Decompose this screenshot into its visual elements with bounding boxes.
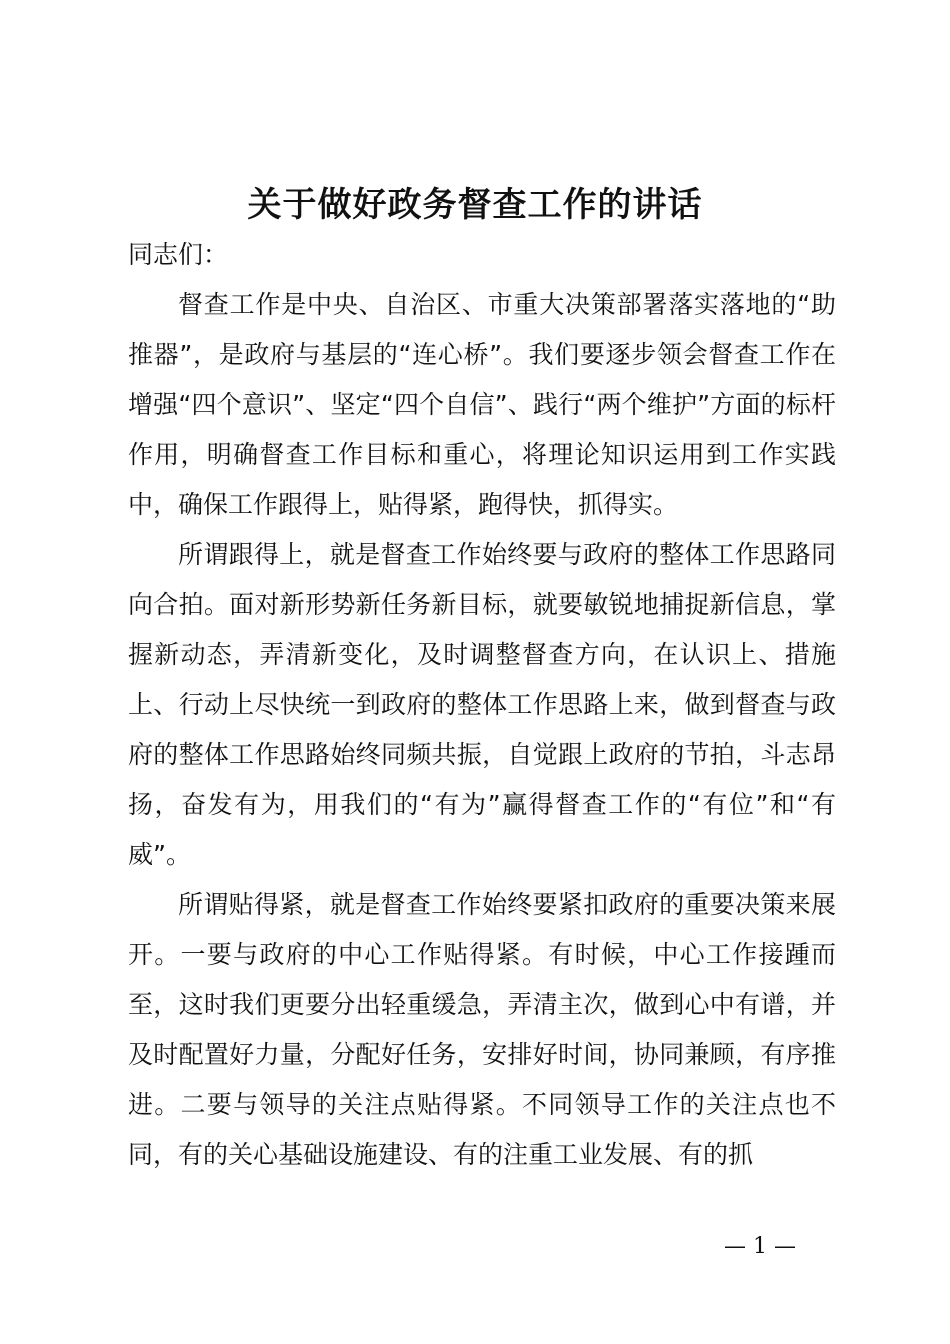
document-body (128, 230, 836, 1180)
page-number: — 1 — (724, 1234, 796, 1259)
paragraph-3: 所谓贴得紧，就是督查工作始终要紧扣政府的重要决策来展开。一要与政府的中心工作贴得紧。有时候，中心工作接踵而至，这时我们更要分出轻重缓急，弄清主次，做到心中有谱，并及时配置好力量，分配好任务，安排好时间，协同兼顾，有序推进。二要与领导的关注点贴得紧。不同领导工作的关注点也不同，有的关心基础设施建设、有的注重工业发展、有的抓 (128, 890, 836, 1169)
paragraph-1: 督查工作是中央、自治区、市重大决策部署落实落地的“助推器”，是政府与基层的“连心桥”。我们要逐步领会督查工作在增强“四个意识”、坚定“四个自信”、践行“两个维护”方面的标杆作用，明确督查工作目标和重心，将理论知识运用到工作实践中，确保工作跟得上，贴得紧，跑得快，抓得实。 (128, 290, 836, 519)
document-title: 关于做好政务督查工作的讲话 (247, 185, 703, 225)
salutation: 同志们： (128, 240, 229, 269)
paragraph-2: 所谓跟得上，就是督查工作始终要与政府的整体工作思路同向合拍。面对新形势新任务新目标，就要敏锐地捕捉新信息，掌握新动态，弄清新变化，及时调整督查方向，在认识上、措施上、行动上尽快统一到政府的整体工作思路上来，做到督查与政府的整体工作思路始终同频共振，自觉跟上政府的节拍，斗志昂扬，奋发有为，用我们的“有为”赢得督查工作的“有位”和“有威”。 (128, 540, 836, 869)
